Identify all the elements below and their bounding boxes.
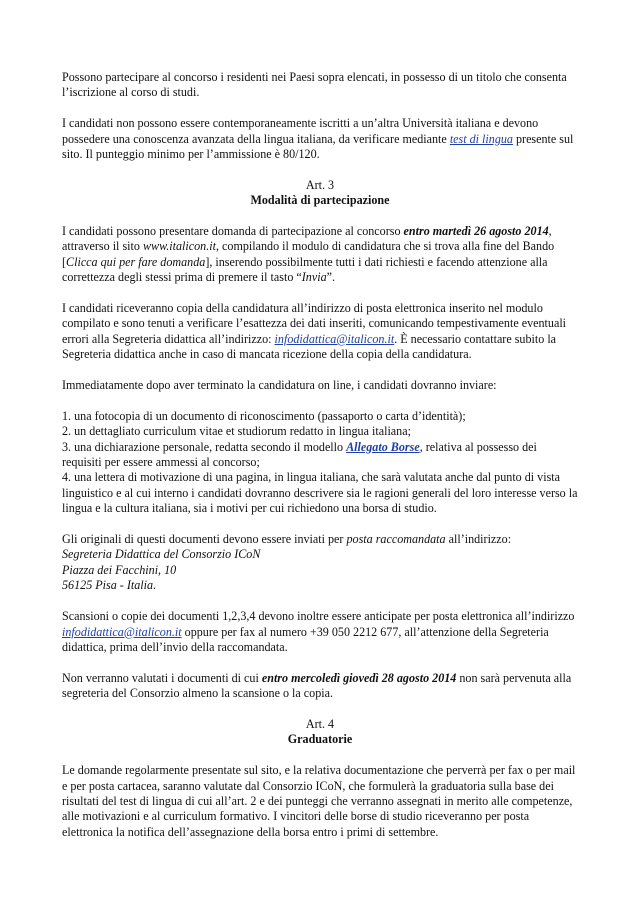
article-4-header: [62, 717, 578, 748]
documents-list: [62, 409, 578, 517]
article-3-number: Art. 3: [305, 177, 335, 192]
language-test-link[interactable]: test di lingua: [449, 131, 513, 146]
paragraph-documents-intro: Immediatamente dopo aver terminato la candidatura on line, i candidati dovranno inviare:: [62, 378, 497, 393]
list-item: 4. una lettera di motivazione di una pagina, in lingua italiana, che sarà valutata anche dal punto di vista linguistico e al cui interno i candidati dovranno descrivere sia le ragioni generali del loro interesse verso la lingua e la cultura italiana, sia i motivi per cui richiedono una borsa di studio.: [62, 470, 578, 516]
application-deadline: entro martedì 26 agosto 2014: [403, 224, 549, 239]
list-item: 1. una fotocopia di un documento di riconoscimento (passaporto o carta d’identità);: [62, 408, 466, 423]
submit-label-text: Invia: [301, 270, 327, 285]
paragraph-scans: Scansioni o copie dei documenti 1,2,3,4 devono inoltre essere anticipate per posta elettronica all’indirizzo infodidattica@italicon.it oppure per fax al numero +39 050 2212 677, all’attenzione della Segreteria didattica, prima dell’invio della raccomandata.: [62, 609, 575, 654]
registered-mail-text: posta raccomandata: [346, 532, 446, 547]
article-4-title: Graduatorie: [287, 732, 353, 747]
paragraph-eligibility: Possono partecipare al concorso i residenti nei Paesi sopra elencati, in possesso di un titolo che consenta l’iscrizione al corso di studi.: [62, 70, 567, 100]
address-line: Segreteria Didattica del Consorzio ICoN: [62, 547, 261, 562]
article-3-header: [62, 178, 578, 209]
paragraph-application: I candidati possono presentare domanda di partecipazione al concorso entro martedì 26 agosto 2014, attraverso il sito www.italicon.it, compilando il modulo di candidatura che si trova alla fine del Bando [Clicca qui per fare domanda], inserendo possibilmente tutti i dati richiesti e facendo attenzione alla correttezza degli stessi prima di premere il tasto “Invia”.: [62, 224, 555, 285]
list-item: 2. un dettagliato curriculum vitae et studiorum redatto in lingua italiana;: [62, 424, 411, 439]
apply-here-text: Clicca qui per fare domanda: [66, 254, 206, 269]
address-line: 56125 Pisa - Italia.: [62, 578, 157, 593]
paragraph-confirmation: I candidati riceveranno copia della candidatura all’indirizzo di posta elettronica inserito nel modulo compilato e sono tenuti a verificare l’esattezza dei dati inseriti, comunicando tempestivamente eventuali errori alla Segreteria didattica all’indirizzo: infodidattica@italicon.it. È necessario contattare subito la Segreteria didattica anche in caso di mancata ricezione della copia della candidatura.: [62, 301, 567, 362]
paragraph-originals: Gli originali di questi documenti devono essere inviati per posta raccomandata all’indirizzo: Segreteria Didattica del Consorzio ICoN Piazza dei Facchini, 10 56125 Pisa - Italia.: [62, 532, 578, 594]
website-text: www.italicon.it: [142, 239, 216, 254]
email-link-secretariat[interactable]: infodidattica@italicon.it: [274, 331, 395, 346]
address-line: Piazza dei Facchini, 10: [62, 562, 177, 577]
documents-deadline: entro mercoledì giovedì 28 agosto 2014: [261, 670, 457, 685]
list-item: 3. una dichiarazione personale, redatta secondo il modello Allegato Borse, relativa al possesso dei requisiti per essere ammessi al concorso;: [62, 439, 537, 470]
email-link-secretariat-2[interactable]: infodidattica@italicon.it: [62, 624, 182, 639]
paragraph-late-documents: Non verranno valutati i documenti di cui entro mercoledì giovedì 28 agosto 2014 non sarà pervenuta alla segreteria del Consorzio almeno la scansione o la copia.: [62, 670, 572, 701]
article-4-number: Art. 4: [305, 716, 335, 731]
paragraph-rankings: Le domande regolarmente presentate sul sito, e la relativa documentazione che perverrà per fax o per mail e per posta cartacea, saranno valutate dal Consorzio ICoN, che formulerà la graduatoria sulla base dei risultati del test di lingua di cui all’art. 2 e dei punteggi che verranno assegnati in merito alle competenze, alle motivazioni e al curriculum formativo. I vincitori delle borse di studio riceveranno per posta elettronica la notifica dell’assegnazione della borsa entro i primi di settembre.: [62, 763, 576, 839]
allegato-borse-link[interactable]: Allegato Borse: [346, 439, 420, 454]
article-3-title: Modalità di partecipazione: [250, 193, 390, 208]
paragraph-language-requirement: I candidati non possono essere contemporaneamente iscritti a un’altra Università italiana e devono possedere una conoscenza avanzata della lingua italiana, da verificare mediante test di lingua presente sul sito. Il punteggio minimo per l’ammissione è 80/120.: [62, 116, 574, 162]
